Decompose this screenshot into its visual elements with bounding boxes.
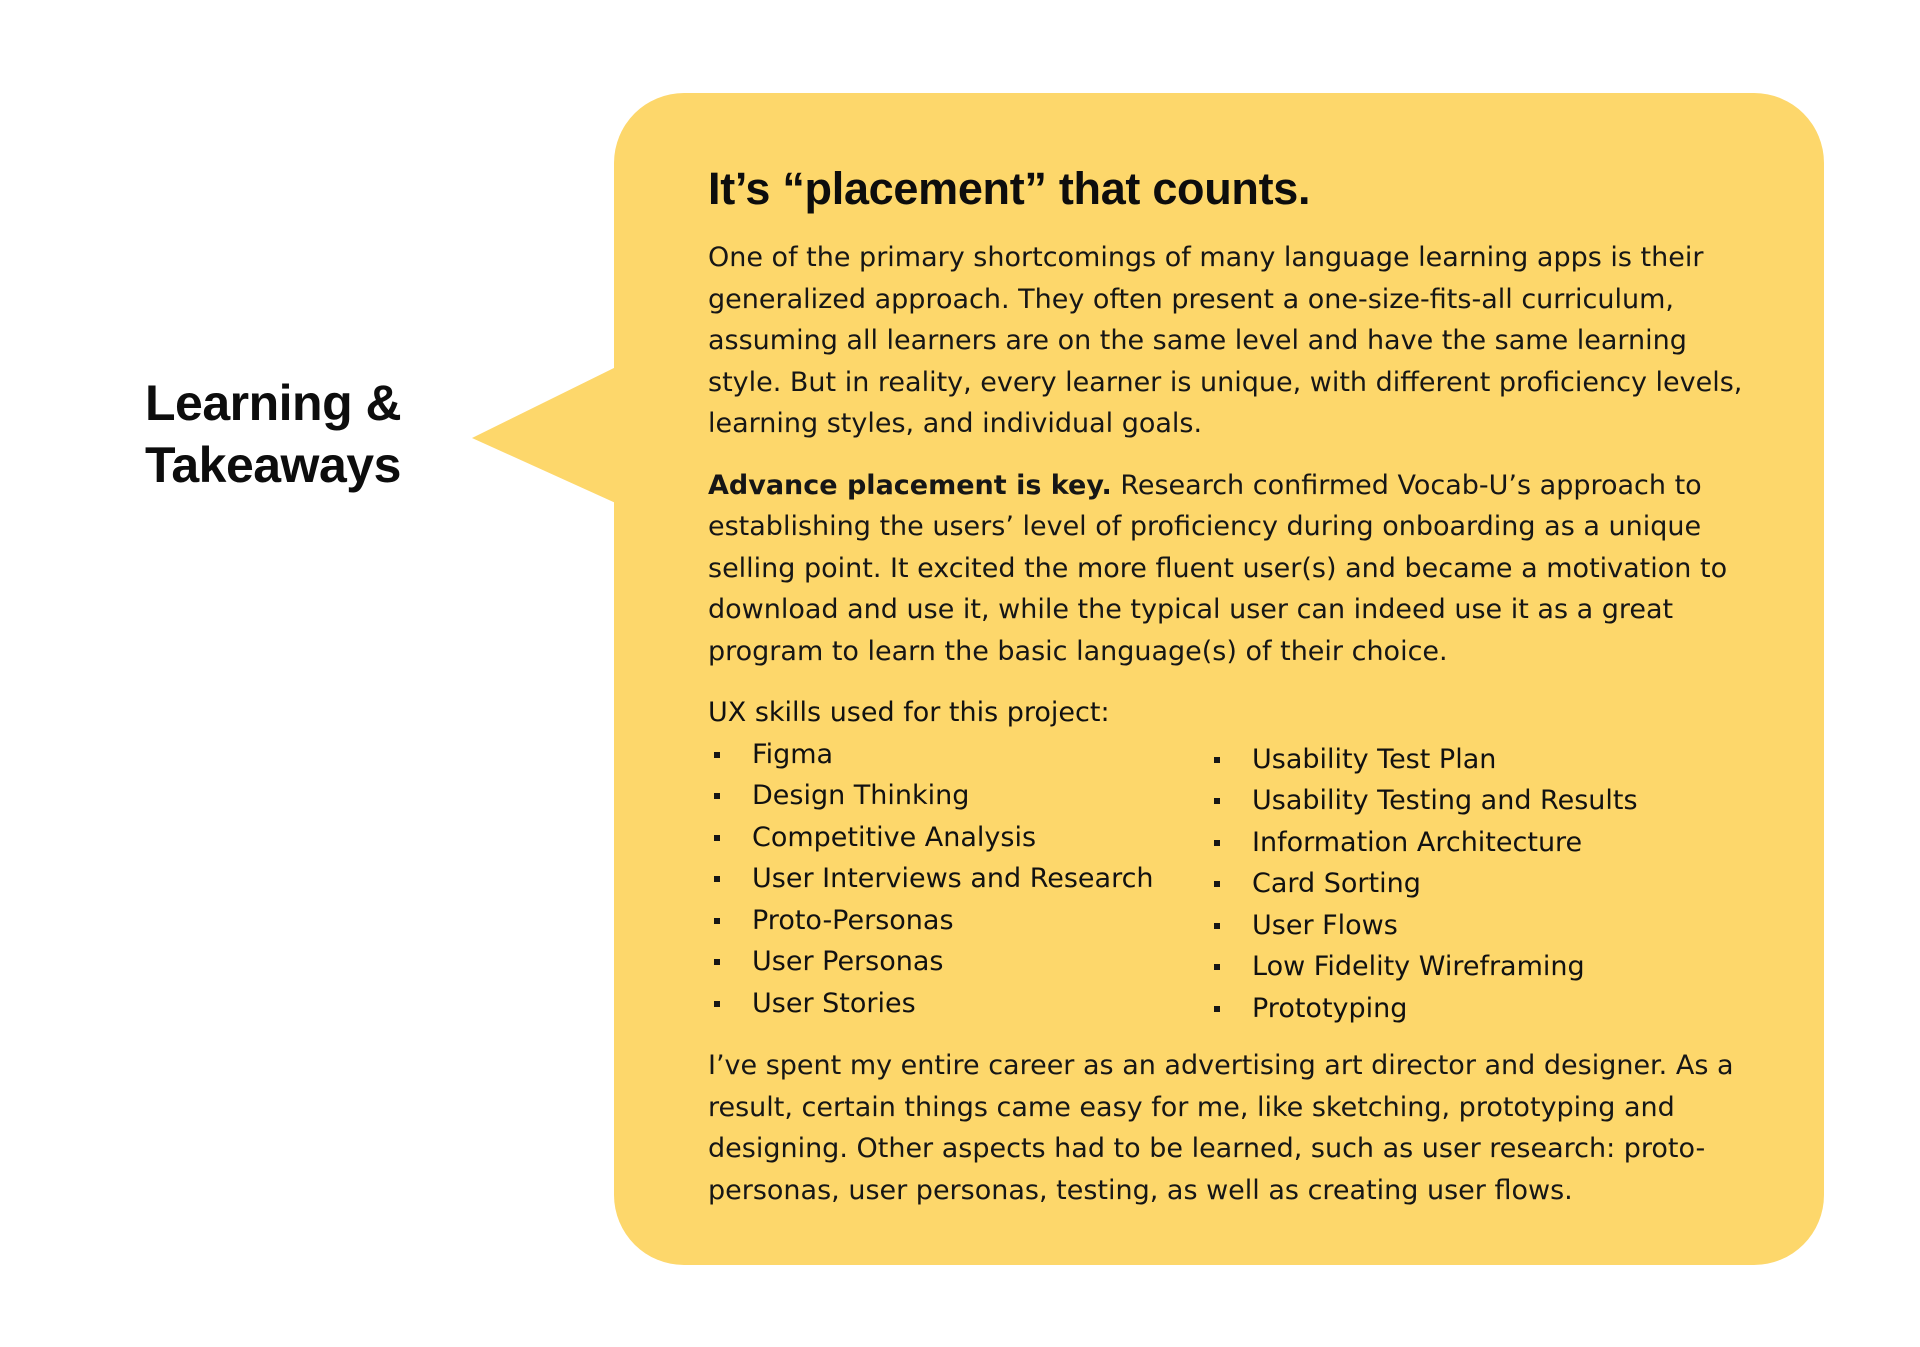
- bullet-icon: [1214, 964, 1220, 970]
- skill-item: [708, 983, 1208, 1025]
- speech-bubble-pointer: [470, 360, 630, 510]
- section-title-line2: Takeaways: [145, 437, 401, 493]
- skill-label: Card Sorting: [1252, 868, 1421, 899]
- skill-label: Competitive Analysis: [752, 821, 1037, 853]
- skill-item: [1208, 905, 1638, 947]
- bullet-icon: [1214, 1006, 1220, 1012]
- skill-item: [1208, 739, 1638, 781]
- skill-item: [708, 941, 1208, 983]
- skills-list: [708, 734, 1764, 1030]
- skill-label: Design Thinking: [752, 780, 970, 811]
- bullet-icon: [714, 918, 720, 924]
- bullet-icon: [714, 876, 720, 882]
- skill-label: Low Fidelity Wireframing: [1252, 951, 1585, 982]
- intro-paragraph: One of the primary shortcomings of many language learning apps is their generalized approach. They often present a one-size-fits-all curriculum, assuming all learners are on the same level and have the same learning style. But in reality, every learner is unique, with different proficiency levels, learning styles, and individual goals.: [708, 242, 1743, 439]
- skills-column-left: [708, 734, 1208, 1030]
- career-paragraph: I’ve spent my entire career as an advertising art director and designer. As a result, certain things came easy for me, like sketching, prototyping and designing. Other aspects had to be learned, such as user research: proto-personas, user personas, testing, as well as creating user flows.: [708, 1050, 1734, 1206]
- skill-item: [1208, 988, 1638, 1030]
- placement-paragraph: [708, 465, 1764, 673]
- skill-item: [708, 734, 1208, 776]
- bullet-icon: [714, 752, 720, 758]
- skills-column-right: [1208, 734, 1638, 1030]
- skill-item: [1208, 780, 1638, 822]
- skill-label: User Personas: [752, 946, 944, 977]
- bullet-icon: [1214, 798, 1220, 804]
- section-title-line1: Learning &: [145, 375, 402, 431]
- skill-item: [1208, 822, 1638, 864]
- skill-label: Usability Testing and Results: [1252, 785, 1638, 816]
- skill-item: [708, 775, 1208, 817]
- skill-label: User Flows: [1252, 909, 1398, 941]
- skill-item: [708, 900, 1208, 942]
- placement-lead: Advance placement is key.: [708, 469, 1112, 501]
- skill-item: [1208, 946, 1638, 988]
- bullet-icon: [1214, 881, 1220, 887]
- skill-label: Information Architecture: [1252, 826, 1583, 858]
- skill-item: [708, 817, 1208, 859]
- card-heading: It’s “placement” that counts.: [708, 163, 1311, 214]
- skill-item: [708, 858, 1208, 900]
- skill-label: Prototyping: [1252, 992, 1408, 1024]
- skills-label: UX skills used for this project:: [708, 697, 1110, 728]
- skill-label: Figma: [752, 738, 834, 770]
- skill-label: Proto-Personas: [752, 904, 954, 936]
- bullet-icon: [1214, 757, 1220, 763]
- bullet-icon: [714, 1001, 720, 1007]
- bullet-icon: [714, 959, 720, 965]
- skill-label: Usability Test Plan: [1252, 743, 1497, 775]
- skill-item: [1208, 863, 1638, 905]
- takeaways-card: [614, 93, 1824, 1265]
- skill-label: User Stories: [752, 987, 916, 1019]
- bullet-icon: [714, 835, 720, 841]
- section-title: [145, 372, 475, 496]
- skill-label: User Interviews and Research: [752, 863, 1154, 894]
- bullet-icon: [1214, 840, 1220, 846]
- placement-body: Research confirmed Vocab-U’s approach to establishing the users’ level of proficiency during onboarding as a unique selling point. It excited the more fluent user(s) and became a motivation to download and use it, while the typical user can indeed use it as a great program to learn the basic language(s) of their choice.: [708, 469, 1728, 667]
- bullet-icon: [1214, 923, 1220, 929]
- bullet-icon: [714, 793, 720, 799]
